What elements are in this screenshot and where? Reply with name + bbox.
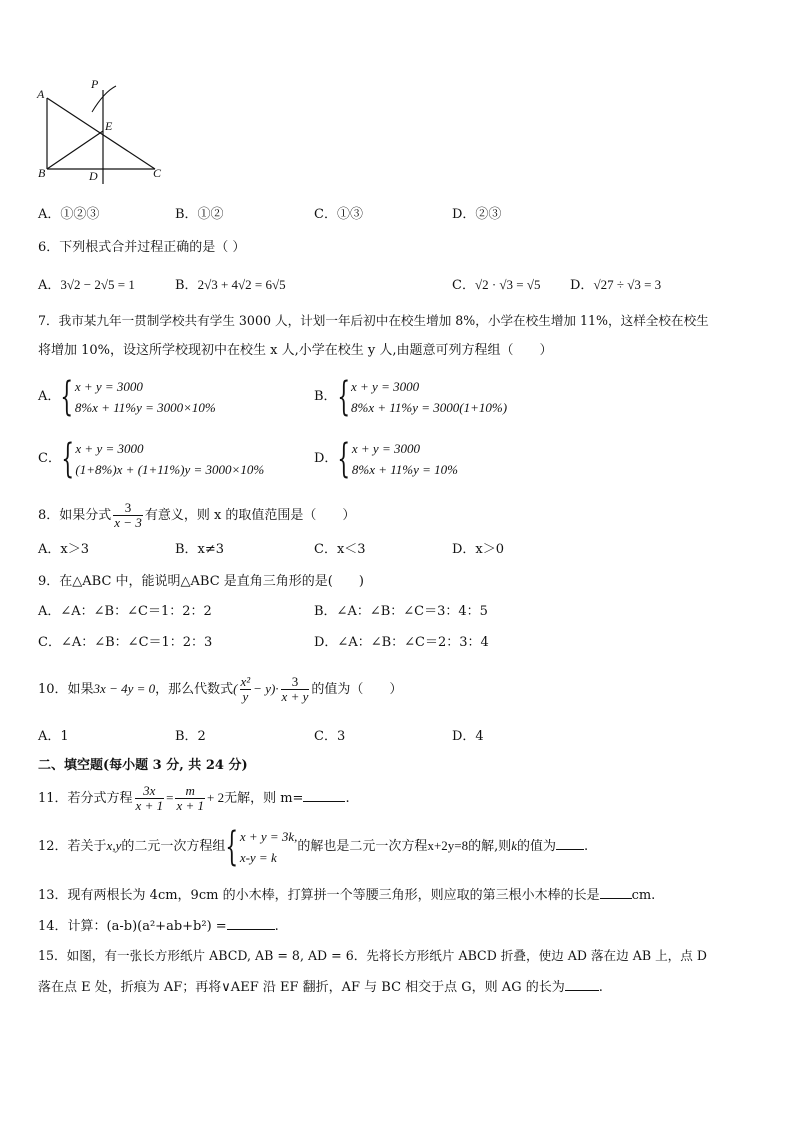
q9-option-d: D．∠A：∠B：∠C＝2：3：4 xyxy=(314,635,489,650)
q10-option-c: C．3 xyxy=(314,729,346,744)
q14-stem: 14．计算：(a-b)(a²+ab+b²) = . xyxy=(38,919,279,934)
q11-stem: 11．若分式方程 $\frac{3x}{x + 1}$ = $\frac{m}{x + 1}$ + 2无解，则 m= . xyxy=(38,783,350,813)
q13-stem: 13．现有两根长为 4cm，9cm 的小木棒，打算拼一个等腰三角形，则应取的第三根小木棒的长是 cm. xyxy=(38,888,656,903)
q10-option-a: A．1 xyxy=(38,729,69,744)
q5-option-b: B．①② xyxy=(175,207,224,222)
q10-option-d: D．4 xyxy=(452,729,484,744)
q6-option-b: B．2√3 + 4√2 = 6√5 xyxy=(175,277,286,293)
q10-stem: 10．如果3x − 4y = 0，那么代数式( $\frac{\text{x²}}{y}$ − y)· $\frac{3}{x + y}$ 的值为（ ） xyxy=(38,674,403,704)
q5-option-a: A．①②③ xyxy=(38,207,100,222)
q12-answer-blank[interactable] xyxy=(556,837,584,850)
q15-stem-line2: 落在点 E 处，折痕为 AF；再将∨AEF 沿 EF 翻折，AF 与 BC 相交于点 G，则 AG 的长为 . xyxy=(38,980,603,995)
q8-stem: 8．如果分式 $\frac{3}{x - 3}$ 有意义，则 x 的取值范围是（ ） xyxy=(38,500,356,530)
q7-option-a: A．{ x + y = 3000 8%x + 11%y = 3000×10% xyxy=(38,373,216,420)
q8-option-a: A．x＞3 xyxy=(38,542,89,557)
q7-stem-line1: 7．我市某九年一贯制学校共有学生 3000 人，计划一年后初中在校生增加 8%，小学在校生增加 11%，这样全校在校生 xyxy=(38,313,709,328)
label-e: E xyxy=(105,119,113,133)
q7-option-b: B．{ x + y = 3000 8%x + 11%y = 3000(1+10%) xyxy=(314,373,508,420)
q8-option-b: B．x≠3 xyxy=(175,542,225,557)
q9-option-c: C．∠A：∠B：∠C＝1：2：3 xyxy=(38,635,213,650)
q7-option-d: D．{ x + y = 3000 8%x + 11%y = 10% xyxy=(314,435,458,482)
q9-option-b: B．∠A：∠B：∠C＝3：4：5 xyxy=(314,604,488,619)
label-p: P xyxy=(91,77,99,91)
segment-be xyxy=(47,131,103,169)
q6-option-d: D．√27 ÷ √3 = 3 xyxy=(570,277,662,293)
q14-answer-blank[interactable] xyxy=(227,917,275,930)
section-heading: 二、填空题(每小题 3 分, 共 24 分) xyxy=(38,758,248,773)
q13-answer-blank[interactable] xyxy=(600,886,632,899)
q7-stem-line2: 将增加 10%，设这所学校现初中在校生 x 人,小学在校生 y 人,由题意可列方程组（ ） xyxy=(38,343,553,358)
q9-stem: 9．在△ABC 中，能说明△ABC 是直角三角形的是( ) xyxy=(38,574,364,589)
q8-option-c: C．x＜3 xyxy=(314,542,366,557)
q5-option-c: C．①③ xyxy=(314,207,363,222)
label-d: D xyxy=(89,169,98,183)
q6-option-a: A．3√2 − 2√5 = 1 xyxy=(38,277,135,293)
q11-answer-blank[interactable] xyxy=(303,789,345,802)
q7-option-c: C．{ x + y = 3000 (1+8%)x + (1+11%)y = 3000×10% xyxy=(38,435,265,482)
q10-option-b: B．2 xyxy=(175,729,206,744)
q6-option-c: C．√2 · √3 = √5 xyxy=(452,277,541,293)
q6-stem: 6．下列根式合并过程正确的是（ ） xyxy=(38,240,246,255)
label-b: B xyxy=(38,166,46,180)
q15-answer-blank[interactable] xyxy=(565,978,599,991)
label-a: A xyxy=(37,87,45,101)
geometry-figure xyxy=(34,76,174,186)
q15-stem-line1: 15．如图，有一张长方形纸片 ABCD, AB = 8, AD = 6．先将长方形纸片 ABCD 折叠，使边 AD 落在边 AB 上，点 D xyxy=(38,948,707,963)
label-c: C xyxy=(153,166,162,180)
q9-option-a: A．∠A：∠B：∠C＝1：2：2 xyxy=(38,604,212,619)
q5-option-d: D．②③ xyxy=(452,207,502,222)
q8-option-d: D．x＞0 xyxy=(452,542,505,557)
q12-stem: 12．若关于x,y的二元一次方程组{ x + y = 3k, x-y = k 的解也是二元一次方程x+2y=8的解,则k的值为 . xyxy=(38,823,589,870)
